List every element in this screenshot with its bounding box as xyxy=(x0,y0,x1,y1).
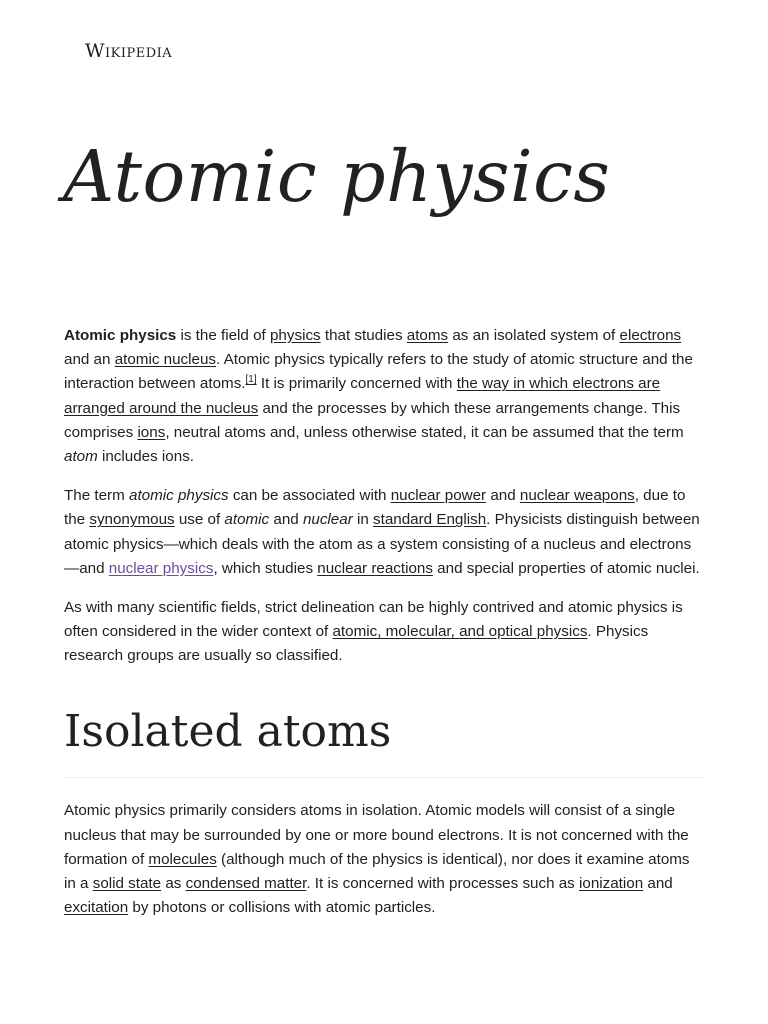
text: as xyxy=(161,875,186,893)
link-condensed-matter[interactable]: condensed matter xyxy=(185,875,307,893)
text: is the field of xyxy=(176,327,270,344)
text: Atomic physics primarily considers atoms in isolation. Atomic models will consist of a single nucleus that may be surrounded by one or more bound electrons. It is not concerned with the formation of xyxy=(64,802,689,868)
text: and xyxy=(643,875,673,893)
text: and xyxy=(269,511,303,529)
italic-term: nuclear xyxy=(302,511,353,529)
link-electron-configuration[interactable]: the way in which electrons are arranged around the nucleus xyxy=(64,375,661,417)
text: can be associated with xyxy=(228,487,391,505)
text: (although much of the physics is identical), nor does it examine atoms in a xyxy=(64,850,690,893)
paragraph-terminology xyxy=(64,484,704,581)
link-synonymous[interactable]: synonymous xyxy=(89,511,175,529)
text: as an isolated system of xyxy=(448,327,620,344)
text: in xyxy=(352,511,374,529)
text: includes ions. xyxy=(97,448,195,466)
article-body xyxy=(64,324,704,935)
text: and the processes by which these arrangements change. This comprises xyxy=(64,399,681,441)
text: . Atomic physics typically refers to the study of atomic structure and the interaction between atoms. xyxy=(64,351,693,393)
link-excitation[interactable]: excitation xyxy=(64,899,129,917)
paragraph-isolated-atoms xyxy=(64,799,704,920)
link-solid-state[interactable]: solid state xyxy=(92,875,162,893)
link-ions[interactable]: ions xyxy=(137,423,166,441)
italic-term: atom xyxy=(64,448,98,466)
italic-term: atomic physics xyxy=(129,487,229,505)
link-atoms[interactable]: atoms xyxy=(406,327,449,344)
paragraph-context xyxy=(64,596,704,669)
link-nuclear-power[interactable]: nuclear power xyxy=(390,487,487,505)
link-nuclear-weapons[interactable]: nuclear weapons xyxy=(519,487,635,505)
text: , due to the xyxy=(64,487,686,529)
logo-initial: W xyxy=(85,40,106,62)
text: , neutral atoms and, unless otherwise stated, it can be assumed that the term xyxy=(165,423,684,441)
link-physics[interactable]: physics xyxy=(269,327,321,344)
text: , which studies xyxy=(213,559,318,577)
text: by photons or collisions with atomic particles. xyxy=(128,899,436,917)
link-nuclear-physics[interactable]: nuclear physics xyxy=(108,559,214,577)
text: The term xyxy=(64,487,129,505)
link-nuclear-reactions[interactable]: nuclear reactions xyxy=(317,559,433,577)
text: use of xyxy=(174,511,225,529)
logo-rest: ikipedia xyxy=(105,40,173,62)
link-ionization[interactable]: ionization xyxy=(579,875,644,893)
text: and an xyxy=(64,351,115,369)
bold-term: Atomic physics xyxy=(64,327,177,344)
link-electrons[interactable]: electrons xyxy=(619,327,682,344)
section-divider xyxy=(64,777,704,778)
text: and special properties of atomic nuclei. xyxy=(432,559,700,577)
link-standard-english[interactable]: standard English xyxy=(373,511,487,529)
paragraph-intro xyxy=(64,324,704,469)
text: . It is concerned with processes such as xyxy=(306,875,579,893)
reference-1[interactable]: [1] xyxy=(245,374,257,386)
link-amo-physics[interactable]: atomic, molecular, and optical physics xyxy=(332,623,588,641)
page-title: Atomic physics xyxy=(63,135,611,218)
text: As with many scientific fields, strict delineation can be highly contrived and atomic physics is often considered in the wider context of xyxy=(64,599,683,641)
wikipedia-logo[interactable] xyxy=(85,40,172,62)
text: . Physics research groups are usually so classified. xyxy=(64,623,649,665)
text: It is primarily concerned with xyxy=(256,375,457,393)
link-molecules[interactable]: molecules xyxy=(148,850,217,868)
section-heading-isolated-atoms: Isolated atoms xyxy=(64,705,392,757)
link-atomic-nucleus[interactable]: atomic nucleus xyxy=(114,351,216,369)
italic-term: atomic xyxy=(224,511,270,529)
text: . Physicists distinguish between atomic physics—which deals with the atom as a system consisting of a nucleus and electrons—and xyxy=(64,511,700,577)
text: that studies xyxy=(320,327,407,344)
text: and xyxy=(486,487,520,505)
